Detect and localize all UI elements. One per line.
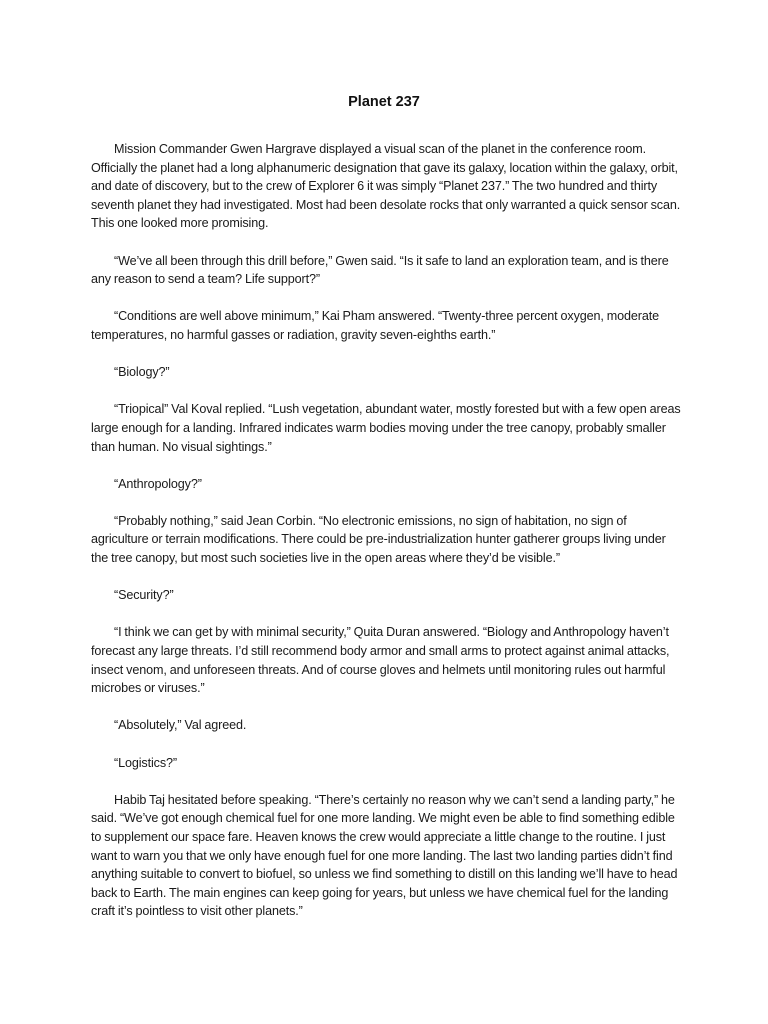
paragraph-anthropology-question: “Anthropology?” xyxy=(114,476,202,491)
page-title: Planet 237 xyxy=(348,94,420,110)
paragraph-security-answer: “I think we can get by with minimal security,” Quita Duran answered. “Biology and Anthropology haven’t forecast any large threats. I’d still recommend body armor and small arms to protect against animal attacks, insect venom, and unforeseen threats. And of course gloves and helmets until monitoring rules out harmful microbes or viruses.” xyxy=(91,625,670,696)
paragraph-gwen-question: “We’ve all been through this drill before,” Gwen said. “Is it safe to land an exploration team, and is there any reason to send a team? Life support?” xyxy=(91,253,669,287)
paragraph-intro: Mission Commander Gwen Hargrave displayed a visual scan of the planet in the conference room. Officially the planet had a long alphanumeric designation that gave its galaxy, location within the galaxy, orbit, and date of discovery, but to the crew of Explorer 6 it was simply “Planet 237.” The two hundred and thirty seventh planet they had investigated. Most had been desolate rocks that only warranted a quick sensor scan. This one looked more promising. xyxy=(91,142,681,231)
document-body xyxy=(91,140,681,940)
paragraph-val-agrees: “Absolutely,” Val agreed. xyxy=(114,718,247,733)
paragraph-biology-question: “Biology?” xyxy=(114,365,170,380)
paragraph-logistics-answer: Habib Taj hesitated before speaking. “There’s certainly no reason why we can’t send a landing party,” he said. “We’ve got enough chemical fuel for one more landing. We might even be able to find something edible to supplement our space fare. Heaven knows the crew would appreciate a little change to the routine. I just want to warn you that we only have enough fuel for one more landing. The last two landing parties didn’t find anything suitable to convert to biofuel, so unless we find something to distill on this landing we’ll have to head back to Earth. The main engines can keep going for years, but unless we have chemical fuel for the landing craft it’s pointless to visit other planets.” xyxy=(91,792,678,919)
paragraph-biology-answer: “Triopical” Val Koval replied. “Lush vegetation, abundant water, mostly forested but with a few open areas large enough for a landing. Infrared indicates warm bodies moving under the tree canopy, probably smaller than human. No visual sightings.” xyxy=(91,402,681,454)
paragraph-logistics-question: “Logistics?” xyxy=(114,755,177,770)
paragraph-life-support: “Conditions are well above minimum,” Kai Pham answered. “Twenty-three percent oxygen, moderate temperatures, no harmful gasses or radiation, gravity seven-eighths earth.” xyxy=(91,309,660,342)
paragraph-security-question: “Security?” xyxy=(114,588,174,603)
paragraph-anthropology-answer: “Probably nothing,” said Jean Corbin. “No electronic emissions, no sign of habitation, no sign of agriculture or terrain modifications. There could be pre-industrialization hunter gatherer groups living under the tree canopy, but most such societies live in the open areas where they’d be visible.” xyxy=(91,513,666,566)
